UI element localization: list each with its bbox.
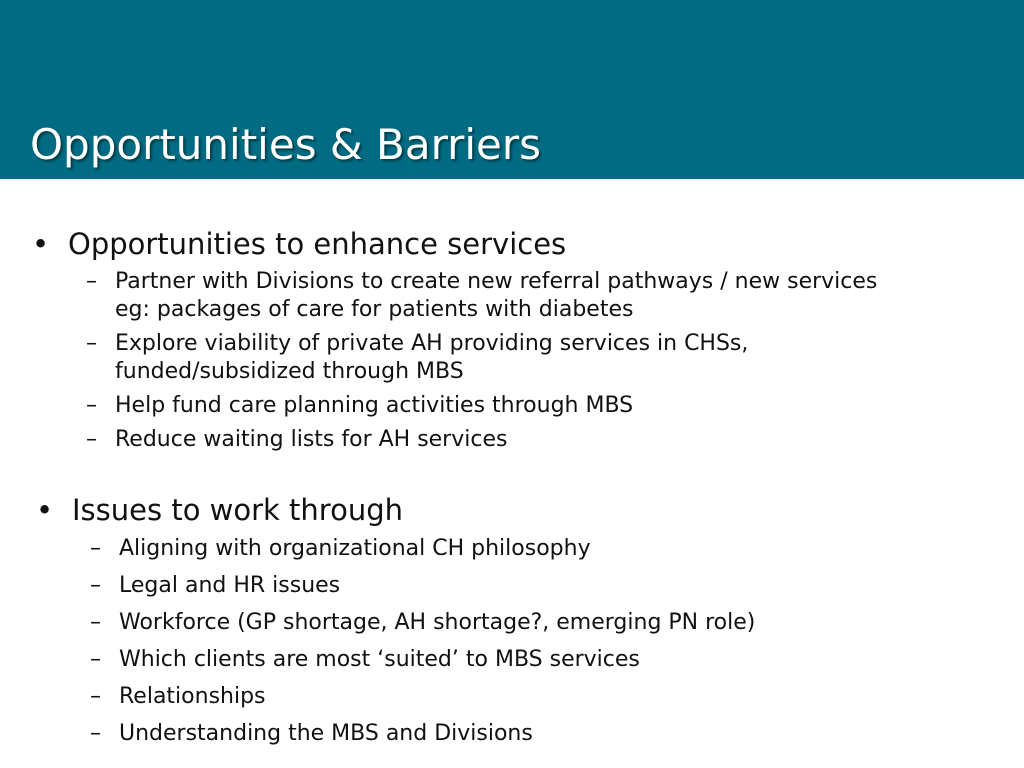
section-issues <box>34 489 994 756</box>
sub-list-issues <box>34 534 994 748</box>
list-item-text: Partner with Divisions to create new referral pathways / new services eg: packages of care for patients with diabetes <box>115 269 878 322</box>
dash-icon: – <box>86 269 97 294</box>
list-item-text: Understanding the MBS and Divisions <box>119 721 533 746</box>
title-bar <box>0 0 1024 179</box>
list-item-text: Help fund care planning activities through MBS <box>115 393 634 418</box>
list-item <box>90 645 994 674</box>
list-item-text: Reduce waiting lists for AH services <box>115 427 508 452</box>
dash-icon: – <box>86 331 97 356</box>
list-item <box>90 571 994 600</box>
list-item-text: Which clients are most ‘suited’ to MBS services <box>119 647 640 672</box>
list-item <box>86 268 990 324</box>
list-item <box>90 682 994 711</box>
dash-icon: – <box>90 573 101 598</box>
list-item <box>90 534 994 563</box>
list-item <box>90 719 994 748</box>
bullet-icon: • <box>36 493 54 527</box>
list-item <box>86 392 990 420</box>
dash-icon: – <box>90 721 101 746</box>
list-item <box>86 330 990 386</box>
bullet-heading: Issues to work through <box>72 493 403 527</box>
bullet-heading: Opportunities to enhance services <box>68 227 567 261</box>
list-item <box>86 426 990 454</box>
list-item-text: Aligning with organizational CH philosophy <box>119 536 591 561</box>
bullet-issues <box>34 489 994 531</box>
list-item-text: Explore viability of private AH providing services in CHSs, funded/subsidized through MBS <box>115 331 749 384</box>
dash-icon: – <box>90 610 101 635</box>
list-item <box>90 608 994 637</box>
dash-icon: – <box>86 427 97 452</box>
dash-icon: – <box>90 647 101 672</box>
list-item-text: Workforce (GP shortage, AH shortage?, emerging PN role) <box>119 610 756 635</box>
list-item-text: Relationships <box>119 684 266 709</box>
bullet-icon: • <box>32 227 50 261</box>
list-item-text: Legal and HR issues <box>119 573 341 598</box>
dash-icon: – <box>86 393 97 418</box>
slide-title: Opportunities & Barriers <box>30 120 542 169</box>
section-opportunities <box>30 223 990 460</box>
bullet-opportunities <box>30 223 990 265</box>
dash-icon: – <box>90 536 101 561</box>
dash-icon: – <box>90 684 101 709</box>
sub-list-opportunities <box>30 268 990 454</box>
